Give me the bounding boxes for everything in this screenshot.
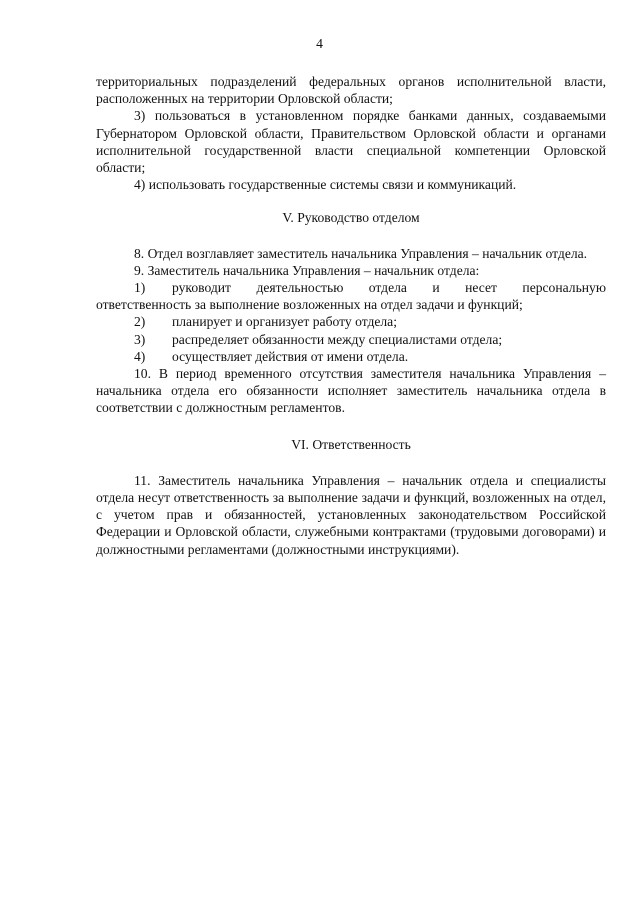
section-heading-v: V. Руководство отделом [282, 210, 420, 226]
list-item-3 [96, 331, 606, 348]
list-item-4-text: осуществляет действия от имени отдела. [172, 348, 409, 364]
list-item-3-number: 3) [134, 331, 146, 347]
paragraph-8: 8. Отдел возглавляет заместитель начальника Управления – начальник отдела. [134, 245, 588, 261]
list-item-3-text: распределяет обязанности между специалистами отдела; [172, 331, 503, 347]
list-item-1-continuation: ответственность за выполнение возложенных на отдел задачи и функций; [96, 297, 523, 313]
paragraph-item-4: 4) использовать государственные системы связи и коммуникаций. [134, 177, 517, 193]
document-body [96, 73, 606, 558]
list-item-1-number: 1) [134, 280, 146, 296]
paragraph-continuation: территориальных подразделений федеральных органов исполнительной власти, расположенных на территории Орловской области; [96, 74, 606, 107]
list-item-2-number: 2) [134, 314, 146, 330]
list-item-2 [96, 313, 606, 330]
page-number: 4 [316, 36, 323, 51]
paragraph-9: 9. Заместитель начальника Управления – начальник отдела: [134, 262, 480, 278]
list-item-1-text: руководит деятельностью отдела и несет персональную [172, 280, 606, 296]
list-item-4-number: 4) [134, 348, 146, 364]
paragraph-10: 10. В период временного отсутствия заместителя начальника Управления – начальника отдела его обязанности исполняет заместитель начальника отдела в соответствии с должностным регламентов. [96, 366, 606, 416]
section-heading-vi: VI. Ответственность [291, 436, 411, 452]
paragraph-11: 11. Заместитель начальника Управления – начальник отдела и специалисты отдела несут ответственность за выполнение задачи и функций, возложенных на отдел, с учетом прав и обязанностей, установленных законодательством Российской Федерации и Орловской области, служебными контрактами (трудовыми договорами) и должностными регламентами (должностными инструкциями). [96, 472, 606, 557]
list-item-1 [96, 279, 606, 296]
list-item-4 [96, 348, 606, 365]
paragraph-item-3: 3) пользоваться в установленном порядке банками данных, создаваемыми Губернатором Орловской области, Правительством Орловской области и органами исполнительной государственной власти специальной компетенции Орловской области; [96, 108, 606, 176]
list-item-2-text: планирует и организует работу отдела; [172, 314, 397, 330]
